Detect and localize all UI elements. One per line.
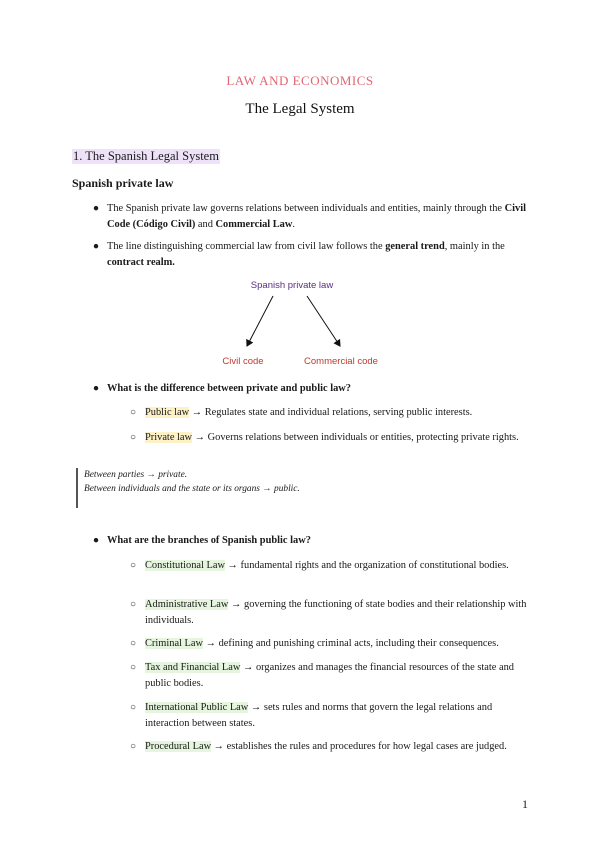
branch-item <box>128 636 528 652</box>
private-law-term: Private law <box>145 432 193 443</box>
branch-item <box>128 700 528 731</box>
private-law-desc: → Governs relations between individuals or entities, protecting private rights. <box>192 432 519 443</box>
branch-desc: → fundamental rights and the organization of constitutional bodies. <box>224 560 509 571</box>
bullet-icon: ● <box>92 203 100 214</box>
branch-item <box>128 739 528 755</box>
note-quote <box>76 468 300 508</box>
sub-heading: Spanish private law <box>72 176 174 190</box>
sub-bullet-icon: ○ <box>129 432 137 443</box>
public-law-desc: → Regulates state and individual relations, serving public interests. <box>189 407 473 418</box>
sub-bullet-icon: ○ <box>129 407 137 418</box>
diagram-arrow-left <box>247 296 273 346</box>
bullet-general-trend <box>90 239 530 271</box>
bullet-civil-code <box>90 201 530 233</box>
sub-bullet-icon: ○ <box>129 662 137 673</box>
public-law-term: Public law <box>145 407 190 418</box>
branch-item <box>128 597 528 628</box>
document-title: LAW AND ECONOMICS <box>226 73 374 88</box>
branch-desc: → organizes and manages the financial resources of the state and public bodies. <box>145 662 514 689</box>
branch-desc: → defining and punishing criminal acts, including their consequences. <box>203 638 499 649</box>
diagram-arrow-right <box>307 296 340 346</box>
diagram-top-label: Spanish private law <box>250 280 334 291</box>
diagram-left-label: Civil code <box>222 356 264 367</box>
question-public-branches <box>90 533 530 549</box>
sub-bullet-icon: ○ <box>129 560 137 571</box>
branch-desc: → establishes the rules and procedures for how legal cases are judged. <box>211 741 507 752</box>
branch-term: Procedural Law <box>145 741 212 752</box>
question-text: What are the branches of Spanish public law? <box>107 535 311 546</box>
quote-line-2: Between individuals and the state or its organs → public. <box>84 484 300 494</box>
bullet-icon: ● <box>92 535 100 546</box>
branch-item <box>128 558 528 574</box>
branch-term: Tax and Financial Law <box>145 662 241 673</box>
sub-bullet-icon: ○ <box>129 741 137 752</box>
branch-term: Constitutional Law <box>145 560 225 571</box>
section-heading: 1. The Spanish Legal System <box>73 149 219 163</box>
branch-desc: → sets rules and norms that govern the legal relations and interaction between states. <box>145 702 493 729</box>
bullet-icon: ● <box>92 241 100 252</box>
quote-line-1: Between parties → private. <box>84 470 188 480</box>
bullet-icon: ● <box>92 383 100 394</box>
sub-bullet-icon: ○ <box>129 638 137 649</box>
branch-term: Criminal Law <box>145 638 204 649</box>
private-law-diagram <box>215 276 395 368</box>
branch-desc: → governing the functioning of state bodies and their relationship with individuals. <box>145 599 527 626</box>
sub-bullet-icon: ○ <box>129 702 137 713</box>
bullet-text: The Spanish private law governs relations between individuals and entities, mainly through the Civil Code (Código Civil) and Commercial Law. <box>107 203 527 230</box>
diagram-right-label: Commercial code <box>304 356 378 367</box>
private-law-item <box>128 430 528 446</box>
bullet-text: The line distinguishing commercial law from civil law follows the general trend, mainly in the contract realm. <box>107 241 505 268</box>
sub-bullet-icon: ○ <box>129 599 137 610</box>
question-text: What is the difference between private and public law? <box>107 383 351 394</box>
public-law-item <box>128 405 528 421</box>
page-number: 1 <box>522 797 528 811</box>
branch-term: International Public Law <box>145 702 249 713</box>
branch-item <box>128 660 528 691</box>
branch-term: Administrative Law <box>145 599 229 610</box>
question-private-public <box>90 381 530 397</box>
document-subtitle: The Legal System <box>245 101 355 117</box>
